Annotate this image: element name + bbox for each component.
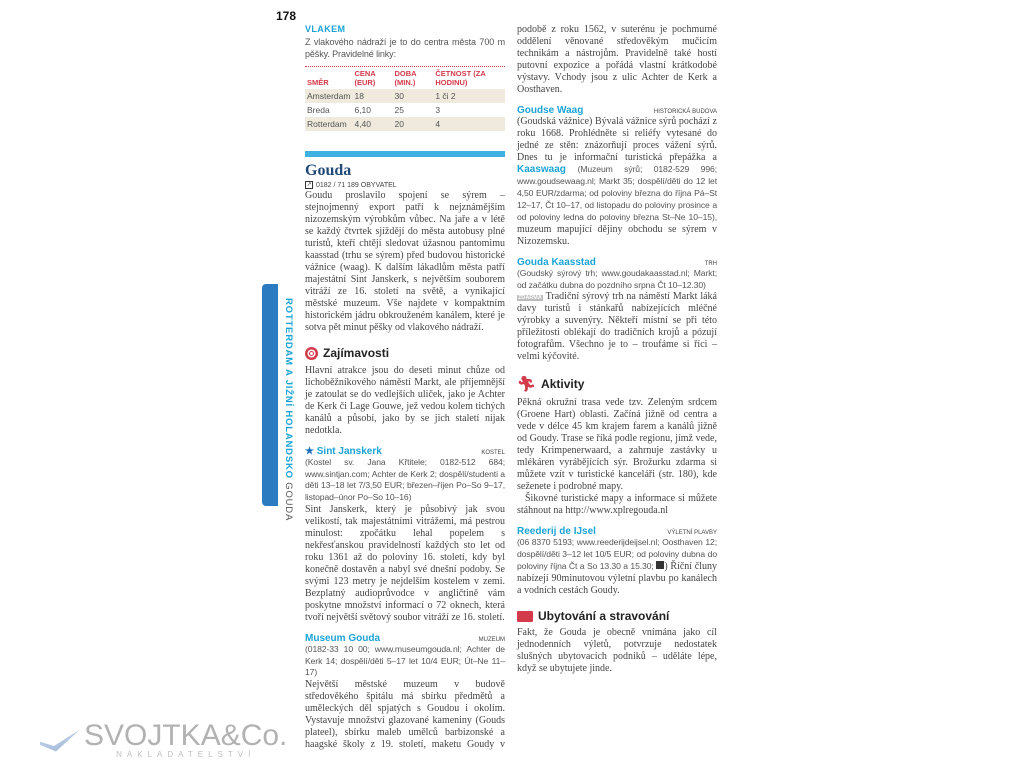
poi-header xyxy=(517,257,717,268)
poi-text: Sint Janskerk, který je působivý jak svou velikostí, tak majestátními vitrážemi, má pestrou minulost: zpočátku lehal popelem s nekřesťanskou pravidelností každých sto let od roku 1361 až do poloviny 16. století, kdy byl konečně dostavěn a nabyl své dnešní podoby. Se svými 123 metry je nejdelším kostelem v zemi. Bezplatný audioprůvodce v angličtině vám poskytne množství informací o 72 oknech, která tvoří největší světový soubor vitráží ze 16. století. xyxy=(305,503,505,623)
watermark-name: SVOJTKA&Co. xyxy=(84,719,288,752)
train-table xyxy=(305,67,505,131)
poi-name: Museum Gouda xyxy=(305,632,381,644)
text: muzeum mapující dějiny obchodu se sýrem v Nizozemsku. xyxy=(517,224,717,247)
poi-info: (Muzeum sýrů; 0182-529 996; www.goudsewaag.nl; Markt 35; dospělí/děti do 12 let 4,50 EUR/zdarma; od poloviny března do října Pá–St 12–17, Čt 10–17, od listopadu do poloviny prosince a od poloviny ledna do poloviny března St–Ne 10–15), xyxy=(517,164,717,222)
region-label: ROTTERDAM A JIŽNÍ HOLANDSKO xyxy=(283,298,294,479)
family-icon xyxy=(656,561,664,569)
poi-header xyxy=(517,105,717,116)
chapter-side-tab xyxy=(262,284,278,506)
watermark-sub: NAKLADATELSTVÍ xyxy=(116,750,256,759)
poi-info: (0182-33 10 00; www.museumgouda.nl; Achter de Kerk 14; dospělí/děti 5–17 let 10/4 EUR; Út–Ne 11–17) xyxy=(305,643,505,678)
page-text-columns xyxy=(305,24,717,754)
population: 0182 / 71 189 OBYVATEL xyxy=(316,181,397,189)
poi-info: (Kostel sv. Jana Křtitele; 0182-512 684; www.sintjan.com; Achter de Kerk 2; dospělí/studenti a děti 13–18 let 7/3,50 EUR; březen–říjen Po–So 9–17, listopad–únor Po–So 10–16) xyxy=(305,457,505,503)
poi-name: Reederij de IJsel xyxy=(517,526,596,538)
kaaswaag-link: Kaaswaag xyxy=(517,164,566,175)
city-label: GOUDA xyxy=(283,482,294,522)
text: (Goudská vážnice) Bývalá vážnice sýrů pochází z roku 1668. Prohlédněte si reliéfy vytesané do jedné ze stěn: znázorňují proces vážení sýrů. Dnes tu je informační turistická přepážka a xyxy=(517,116,717,163)
cell: 1 či 2 xyxy=(433,89,505,103)
paragraph: Pěkná okružní trasa vede tzv. Zeleným srdcem (Groene Hart) oblasti. Začíná jižně od centra a vede v délce 45 km krajem farem a kanálů jižně od Goudy. Trase se říká podle regionu, jímž vede, tedy Krimpenerwaard, a zahrnuje zastávky u mlékáren vyrábějících sýr. Brožurku zdarma si můžete vzít v turistické kanceláři (str. 180), kde seženete i podrobné mapy. xyxy=(517,397,717,493)
page-number: 178 xyxy=(276,9,297,23)
vlakem-text: Z vlakového nádraží je to do centra města 700 m pěšky. Pravidelné linky: xyxy=(305,37,505,59)
poi-name: Goudse Waag xyxy=(517,105,584,116)
poi-category: TRH xyxy=(704,261,717,267)
col-header: ČETNOST (ZA HODINU) xyxy=(435,69,486,87)
population-line xyxy=(305,181,505,189)
col-header: DOBA (MIN.) xyxy=(394,69,417,87)
bed-icon xyxy=(517,611,533,622)
cell: 3 xyxy=(435,105,441,115)
poi-text: Největší městské muzeum v budově středověkého špitálu má sbírku předmětů a uměleckých děl spjatých s Goudou i okolím. Vystavuje množství glazované kameniny (Gouds plateel), sbírku maleb umělců barbizonské a haagské školy z 19. století, maketu Goudy v podobě z roku 1562, v suterénu je pochmurné oddělení věnované středověkým mučicím technikám a nástrojům. Pravidelně také hostí putovní expozice a pořádá vlastní krátkodobé výstavy. Vchody jsou z ulic Achter de Kerk a Oosthaven. xyxy=(305,24,717,750)
heading-text: Ubytování a stravování xyxy=(538,609,670,624)
cell: Breda xyxy=(307,105,330,115)
section-bar xyxy=(305,151,505,157)
phone-icon: ↗ xyxy=(306,182,312,188)
table-row xyxy=(305,103,505,117)
cell: 18 xyxy=(352,89,392,103)
poi-text xyxy=(517,116,717,248)
paragraph: Fakt, že Gouda je obecně vnímána jako cíl jednodenních výletů, potvrzuje nedostatek slušných ubytovacích podniků – uděláte lépe, když se ubytujete jinde. xyxy=(517,627,717,675)
intro-paragraph: Goudu proslavilo spojení se sýrem – stejnojmenný export patří k nejznámějším nizozemským výrobkům vůbec. Na jaře a v létě se každý čtvrtek sjíždějí do města autobusy plné turistů, kteří chtějí sledovat úžasnou pantomimu kaasstad (trhu se sýrem) před budovou historické vážnice (waag). K dalším lákadlům města patří majestátní Sint Janskerk, s největším souborem vitráží ze 16. století na světě, a vynikající městské muzeum. Vše najdete v kompaktním historickém jádru obkrouženém kanálem, které je sotva pět minut pěšky od vlakového nádraží. xyxy=(305,190,505,333)
cell: Amsterdam xyxy=(307,91,351,101)
poi-name: Gouda Kaasstad xyxy=(517,257,596,268)
star-icon: ★ xyxy=(305,446,314,457)
poi-category: KOSTEL xyxy=(481,450,505,456)
chapter-running-head xyxy=(283,298,294,521)
city-title: Gouda xyxy=(305,162,352,179)
col-header: CENA (EUR) xyxy=(354,69,376,87)
poi-name: Sint Janskerk xyxy=(316,446,382,457)
poi-info: (06 8370 5193; www.reederijdeijsel.nl; Oosthaven 12; dospělí/děti 3–12 let 10/5 EUR; od poloviny dubna do poloviny října Čt a So 13.30 a 15.30; xyxy=(517,537,717,572)
eye-icon xyxy=(305,347,318,360)
poi-category: MUZEUM xyxy=(478,636,505,643)
poi-category: VÝLETNÍ PLAVBY xyxy=(667,530,717,537)
publisher-watermark xyxy=(40,719,288,759)
section-heading xyxy=(305,346,505,360)
paragraph: Hlavní atrakce jsou do deseti minut chůze od lichoběžníkového náměstí Markt, ale příjemnější je zatoulat se do vedlejších uliček, jako je Achter de Kerk či Lage Gouwe, jež vedou kolem tichých kanálů a působí, jako by se jich staletí nijak nedotkla. xyxy=(305,365,505,436)
free-badge: ZDARMA xyxy=(518,295,542,302)
checkmark-logo-icon xyxy=(40,730,80,752)
poi-header xyxy=(305,446,505,457)
cell: 30 xyxy=(392,89,433,103)
cell: 6,10 xyxy=(354,105,372,115)
heading-text: Aktivity xyxy=(541,377,585,392)
poi-header xyxy=(517,526,717,537)
poi-text: (06 8370 5193; www.reederijdeijsel.nl; Oosthaven 12; dospělí/děti 3–12 let 10/5 EUR; od poloviny dubna do poloviny října Čt a So 13.30 a 15.30; ) Říční čluny nabízejí 90minutovou výletní plavbu po kanálech a vodních cestách Goudy. xyxy=(517,537,717,597)
section-heading xyxy=(517,375,717,393)
poi-info: (Goudský sýrový trh; www.goudakaasstad.nl; Markt; od začátku dubna do pozdního srpna Čt 10–12.30) xyxy=(517,268,717,290)
running-person-icon: 🏃︎ xyxy=(517,376,537,394)
section-heading xyxy=(517,609,717,623)
poi-category: HISTORICKÁ BUDOVA xyxy=(653,109,717,115)
col-header: SMĚR xyxy=(307,78,329,87)
cell: 20 xyxy=(392,117,433,131)
text: Říční čluny nabízejí 90minutovou výletní plavbu po kanálech a vodních cestách Goudy. xyxy=(517,561,717,597)
vlakem-heading: VLAKEM xyxy=(305,24,346,34)
cell: 4,40 xyxy=(352,117,392,131)
heading-text: Zajímavosti xyxy=(323,346,390,360)
cell: 25 xyxy=(394,105,404,115)
table-row xyxy=(305,117,505,131)
table-row xyxy=(305,89,505,103)
cell: Rotterdam xyxy=(305,117,352,131)
text: Tradiční sýrový trh na náměstí Markt láká davy turistů i stánkařů nabízejících mléčné výrobky a suvenýry. Někteří místní se při této příležitosti oblékají do tradičních krojů a pózují fotografům. Všechno je to – troufáme si říci – velmi kýčovité. xyxy=(517,291,717,363)
poi-header xyxy=(305,633,505,644)
poi-text xyxy=(517,291,717,363)
paragraph: Šikovné turistické mapy a informace si můžete stáhnout na http://www.xplregouda.nl xyxy=(517,493,717,517)
cell: 4 xyxy=(433,117,505,131)
